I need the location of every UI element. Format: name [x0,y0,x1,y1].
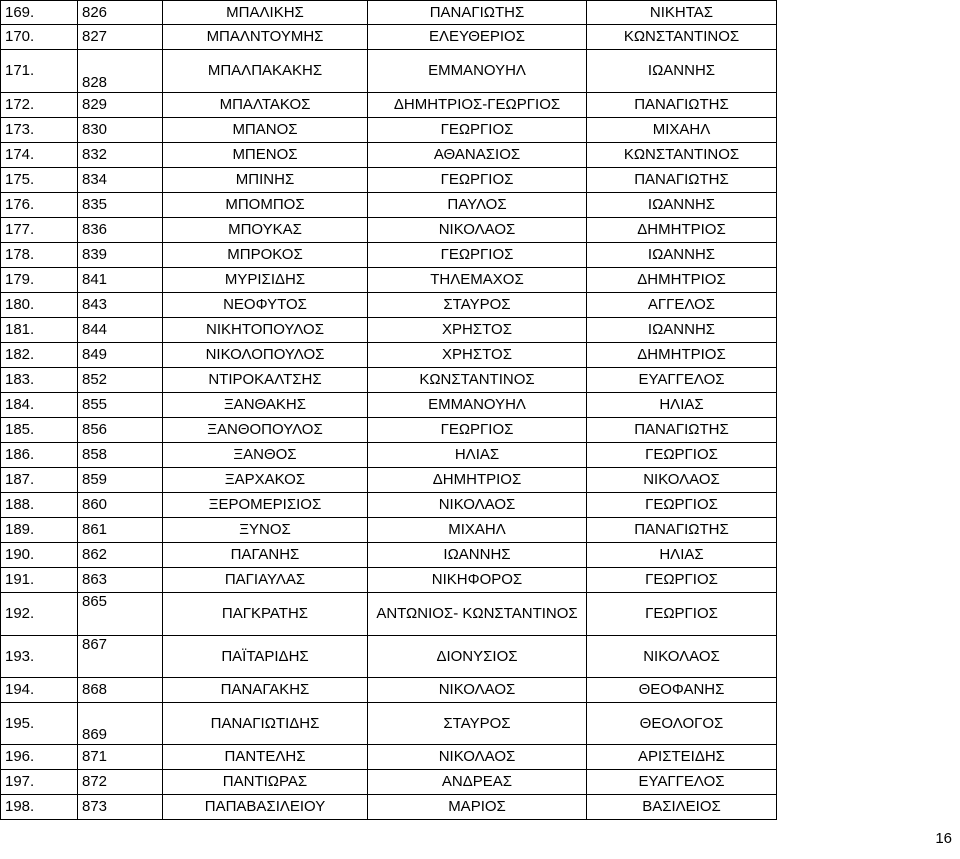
row-index: 177. [1,218,78,243]
row-first-name: ΝΙΚΟΛΑΟΣ [368,218,587,243]
row-index: 178. [1,243,78,268]
row-code: 836 [78,218,163,243]
row-surname: ΝΤΙΡΟΚΑΛΤΣΗΣ [163,368,368,393]
table-row [1,50,777,93]
row-surname: ΜΠΑΛΝΤΟΥΜΗΣ [163,25,368,50]
row-father-name: ΚΩΝΣΤΑΝΤΙΝΟΣ [587,143,777,168]
row-surname: ΜΠΑΝΟΣ [163,118,368,143]
row-index: 185. [1,418,78,443]
row-code: 826 [78,1,163,25]
row-index: 180. [1,293,78,318]
table-row [1,518,777,543]
row-father-name: ΕΥΑΓΓΕΛΟΣ [587,368,777,393]
row-first-name: ΣΤΑΥΡΟΣ [368,293,587,318]
row-surname: ΞΕΡΟΜΕΡΙΣΙΟΣ [163,493,368,518]
row-first-name: ΔΗΜΗΤΡΙΟΣ-ΓΕΩΡΓΙΟΣ [368,93,587,118]
table-row [1,745,777,770]
row-surname: ΜΠΑΛΤΑΚΟΣ [163,93,368,118]
row-first-name: ΠΑΥΛΟΣ [368,193,587,218]
row-first-name: ΔΙΟΝΥΣΙΟΣ [368,636,587,678]
table-row [1,343,777,368]
table-row [1,493,777,518]
row-surname: ΝΕΟΦΥΤΟΣ [163,293,368,318]
row-surname: ΝΙΚΗΤΟΠΟΥΛΟΣ [163,318,368,343]
row-surname: ΠΑΝΑΓΑΚΗΣ [163,678,368,703]
table-row [1,143,777,168]
row-surname: ΠΑΝΑΓΙΩΤΙΔΗΣ [163,703,368,745]
row-surname: ΠΑΓΚΡΑΤΗΣ [163,593,368,636]
table-row [1,118,777,143]
row-surname: ΞΥΝΟΣ [163,518,368,543]
row-father-name: ΠΑΝΑΓΙΩΤΗΣ [587,93,777,118]
row-surname: ΜΠΙΝΗΣ [163,168,368,193]
row-father-name: ΙΩΑΝΝΗΣ [587,243,777,268]
row-code: 865 [78,593,163,636]
row-first-name: ΓΕΩΡΓΙΟΣ [368,168,587,193]
row-surname: ΠΑΠΑΒΑΣΙΛΕΙΟΥ [163,795,368,820]
row-code: 860 [78,493,163,518]
row-surname: ΜΠΡΟΚΟΣ [163,243,368,268]
row-father-name: ΓΕΩΡΓΙΟΣ [587,593,777,636]
row-code: 855 [78,393,163,418]
row-code: 871 [78,745,163,770]
row-first-name: ΕΜΜΑΝΟΥΗΛ [368,393,587,418]
row-surname: ΜΠΕΝΟΣ [163,143,368,168]
row-father-name: ΓΕΩΡΓΙΟΣ [587,568,777,593]
table-row [1,795,777,820]
row-index: 187. [1,468,78,493]
row-index: 190. [1,543,78,568]
row-surname: ΜΠΑΛΙΚΗΣ [163,1,368,25]
row-father-name: ΔΗΜΗΤΡΙΟΣ [587,268,777,293]
table-row [1,293,777,318]
row-first-name: ΝΙΚΟΛΑΟΣ [368,678,587,703]
row-code: 829 [78,93,163,118]
row-first-name: ΕΜΜΑΝΟΥΗΛ [368,50,587,93]
row-code: 839 [78,243,163,268]
table-row [1,368,777,393]
row-father-name: ΙΩΑΝΝΗΣ [587,50,777,93]
table-row [1,678,777,703]
row-code: 873 [78,795,163,820]
table-row [1,543,777,568]
row-index: 196. [1,745,78,770]
row-index: 173. [1,118,78,143]
row-code: 859 [78,468,163,493]
row-father-name: ΙΩΑΝΝΗΣ [587,193,777,218]
table-row [1,168,777,193]
row-first-name: ΔΗΜΗΤΡΙΟΣ [368,468,587,493]
table-row [1,770,777,795]
row-code: 844 [78,318,163,343]
row-first-name: ΝΙΚΟΛΑΟΣ [368,493,587,518]
row-first-name: ΤΗΛΕΜΑΧΟΣ [368,268,587,293]
row-code: 867 [78,636,163,678]
row-index: 197. [1,770,78,795]
row-first-name: ΣΤΑΥΡΟΣ [368,703,587,745]
roster-body [1,1,777,820]
row-index: 172. [1,93,78,118]
row-first-name: ΑΝΔΡΕΑΣ [368,770,587,795]
row-index: 181. [1,318,78,343]
row-index: 174. [1,143,78,168]
table-row [1,193,777,218]
row-code: 856 [78,418,163,443]
row-surname: ΠΑΓΙΑΥΛΑΣ [163,568,368,593]
row-surname: ΞΑΝΘΟΣ [163,443,368,468]
table-row [1,703,777,745]
row-surname: ΝΙΚΟΛΟΠΟΥΛΟΣ [163,343,368,368]
row-father-name: ΒΑΣΙΛΕΙΟΣ [587,795,777,820]
row-index: 184. [1,393,78,418]
row-first-name: ΙΩΑΝΝΗΣ [368,543,587,568]
table-row [1,468,777,493]
row-index: 198. [1,795,78,820]
page-number: 16 [935,830,952,847]
row-father-name: ΔΗΜΗΤΡΙΟΣ [587,343,777,368]
row-surname: ΠΑΪΤΑΡΙΔΗΣ [163,636,368,678]
row-code: 852 [78,368,163,393]
table-row [1,593,777,636]
row-father-name: ΗΛΙΑΣ [587,543,777,568]
row-index: 179. [1,268,78,293]
row-surname: ΜΠΟΥΚΑΣ [163,218,368,243]
row-surname: ΞΑΝΘΑΚΗΣ [163,393,368,418]
row-code: 863 [78,568,163,593]
row-index: 183. [1,368,78,393]
row-index: 186. [1,443,78,468]
row-code: 828 [78,50,163,93]
row-index: 188. [1,493,78,518]
row-father-name: ΜΙΧΑΗΛ [587,118,777,143]
row-surname: ΜΠΟΜΠΟΣ [163,193,368,218]
row-code: 830 [78,118,163,143]
row-first-name: ΕΛΕΥΘΕΡΙΟΣ [368,25,587,50]
row-first-name: ΚΩΝΣΤΑΝΤΙΝΟΣ [368,368,587,393]
row-surname: ΠΑΝΤΕΛΗΣ [163,745,368,770]
row-first-name: ΠΑΝΑΓΙΩΤΗΣ [368,1,587,25]
row-index: 194. [1,678,78,703]
row-index: 175. [1,168,78,193]
table-row [1,1,777,25]
row-code: 827 [78,25,163,50]
row-surname: ΞΑΝΘΟΠΟΥΛΟΣ [163,418,368,443]
row-first-name: ΝΙΚΗΦΟΡΟΣ [368,568,587,593]
table-row [1,568,777,593]
row-code: 834 [78,168,163,193]
row-code: 843 [78,293,163,318]
table-row [1,443,777,468]
row-father-name: ΝΙΚΟΛΑΟΣ [587,468,777,493]
row-code: 849 [78,343,163,368]
row-surname: ΜΠΑΛΠΑΚΑΚΗΣ [163,50,368,93]
row-father-name: ΠΑΝΑΓΙΩΤΗΣ [587,168,777,193]
row-index: 195. [1,703,78,745]
row-father-name: ΓΕΩΡΓΙΟΣ [587,493,777,518]
row-father-name: ΠΑΝΑΓΙΩΤΗΣ [587,418,777,443]
row-index: 189. [1,518,78,543]
row-first-name: ΓΕΩΡΓΙΟΣ [368,118,587,143]
row-index: 192. [1,593,78,636]
row-father-name: ΓΕΩΡΓΙΟΣ [587,443,777,468]
row-code: 832 [78,143,163,168]
row-code: 869 [78,703,163,745]
row-surname: ΜΥΡΙΣΙΔΗΣ [163,268,368,293]
table-row [1,636,777,678]
row-first-name: ΑΘΑΝΑΣΙΟΣ [368,143,587,168]
row-first-name: ΓΕΩΡΓΙΟΣ [368,243,587,268]
row-first-name: ΧΡΗΣΤΟΣ [368,318,587,343]
row-code: 862 [78,543,163,568]
row-father-name: ΙΩΑΝΝΗΣ [587,318,777,343]
table-row [1,243,777,268]
row-father-name: ΚΩΝΣΤΑΝΤΙΝΟΣ [587,25,777,50]
row-first-name: ΑΝΤΩΝΙΟΣ- ΚΩΝΣΤΑΝΤΙΝΟΣ [368,593,587,636]
table-row [1,418,777,443]
row-index: 171. [1,50,78,93]
row-first-name: ΜΑΡΙΟΣ [368,795,587,820]
row-first-name: ΝΙΚΟΛΑΟΣ [368,745,587,770]
row-first-name: ΜΙΧΑΗΛ [368,518,587,543]
row-index: 182. [1,343,78,368]
row-surname: ΞΑΡΧΑΚΟΣ [163,468,368,493]
row-surname: ΠΑΝΤΙΩΡΑΣ [163,770,368,795]
row-code: 841 [78,268,163,293]
row-code: 835 [78,193,163,218]
row-index: 169. [1,1,78,25]
row-index: 191. [1,568,78,593]
table-row [1,268,777,293]
row-father-name: ΘΕΟΦΑΝΗΣ [587,678,777,703]
row-index: 170. [1,25,78,50]
row-father-name: ΠΑΝΑΓΙΩΤΗΣ [587,518,777,543]
table-row [1,25,777,50]
row-code: 868 [78,678,163,703]
row-father-name: ΗΛΙΑΣ [587,393,777,418]
row-father-name: ΔΗΜΗΤΡΙΟΣ [587,218,777,243]
row-father-name: ΘΕΟΛΟΓΟΣ [587,703,777,745]
table-row [1,93,777,118]
row-father-name: ΑΓΓΕΛΟΣ [587,293,777,318]
row-father-name: ΝΙΚΗΤΑΣ [587,1,777,25]
row-surname: ΠΑΓΑΝΗΣ [163,543,368,568]
row-first-name: ΧΡΗΣΤΟΣ [368,343,587,368]
row-first-name: ΗΛΙΑΣ [368,443,587,468]
row-father-name: ΕΥΑΓΓΕΛΟΣ [587,770,777,795]
row-code: 861 [78,518,163,543]
table-row [1,218,777,243]
row-index: 193. [1,636,78,678]
table-row [1,318,777,343]
row-code: 872 [78,770,163,795]
row-father-name: ΝΙΚΟΛΑΟΣ [587,636,777,678]
row-code: 858 [78,443,163,468]
table-row [1,393,777,418]
row-index: 176. [1,193,78,218]
row-father-name: ΑΡΙΣΤΕΙΔΗΣ [587,745,777,770]
row-first-name: ΓΕΩΡΓΙΟΣ [368,418,587,443]
